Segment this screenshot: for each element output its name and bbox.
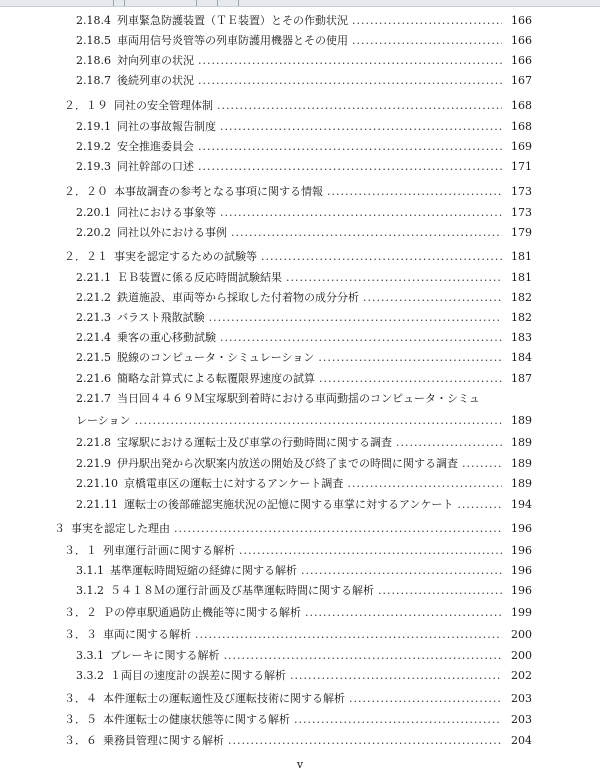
toc-entry[interactable]: [64, 600, 532, 620]
toc-entry-title: 事実を認定するための試験等: [114, 250, 257, 263]
toc-entry[interactable]: [76, 285, 532, 305]
toc-leader-dots: [301, 564, 502, 578]
toc-entry-number: ２．２０: [64, 185, 108, 198]
toc-entry[interactable]: [76, 134, 532, 154]
toc-entry-page: 168: [511, 99, 532, 112]
viewer-toolbar-strip: [0, 0, 600, 7]
toc-entry-number: 2.21.11: [76, 498, 118, 511]
toc-entry[interactable]: [76, 366, 532, 386]
toolbar-divider: [196, 0, 197, 6]
toc-entry-number: 2.21.2: [76, 291, 111, 304]
toc-entry-number: 2.20.1: [76, 206, 111, 219]
toc-entry-page: 167: [511, 74, 532, 87]
toc-entry-page: 194: [511, 498, 532, 511]
toc-entry[interactable]: [76, 114, 532, 134]
toc-entry-title: 基準運転時間短縮の経緯に関する解析: [110, 564, 297, 577]
toc-leader-dots: [220, 120, 502, 134]
toc-entry[interactable]: [54, 516, 532, 536]
toc-entry[interactable]: [76, 558, 532, 578]
toc-entry-number: 2.19.1: [76, 120, 111, 133]
toc-entry-number: 3.1.1: [76, 564, 104, 577]
toc-entry-title: ５４１８Ｍの運行計画及び基準運転時間に関する解析: [110, 584, 374, 597]
toc-entry-title: ＥＢ装置に係る反応時間試験結果: [117, 271, 282, 284]
toc-entry-title: 運転士の後部確認実施状況の記憶に関する車掌に対するアンケート: [124, 498, 454, 511]
toc-leader-dots: [239, 544, 502, 558]
toc-entry-title: ブレーキに関する解析: [110, 649, 220, 662]
toc-entry-page: 166: [511, 14, 532, 27]
toc-entry[interactable]: [64, 728, 532, 748]
toc-entry[interactable]: [64, 93, 532, 113]
toc-entry[interactable]: [76, 345, 532, 365]
toc-entry[interactable]: [76, 200, 532, 220]
toc-entry[interactable]: [76, 643, 532, 663]
toc-entry-number: 3.1.2: [76, 584, 104, 597]
toc-leader-dots: [286, 271, 502, 285]
toc-leader-dots: [457, 498, 502, 512]
toc-entry[interactable]: [76, 578, 532, 598]
toc-entry-page: 182: [511, 311, 532, 324]
toc-entry-number: 2.20.2: [76, 226, 111, 239]
toc-entry-title: 簡略な計算式による転覆限界速度の試算: [117, 372, 315, 385]
toc-entry-title: 本件運転士の健康状態等に関する解析: [103, 713, 290, 726]
toc-entry-title: 列車緊急防護装置（ＴＥ装置）とその作動状況: [117, 14, 348, 27]
toc-entry-page: 168: [511, 120, 532, 133]
toc-entry-page: 173: [511, 206, 532, 219]
toc-leader-dots: [363, 291, 502, 305]
toc-entry[interactable]: [76, 8, 532, 28]
toc-entry-title: バラスト飛散試験: [117, 311, 205, 324]
toc-entry-page: 179: [511, 226, 532, 239]
toc-entry-title: 当日回４４６９Ｍ宝塚駅到着時における車両動揺のコンピュータ・シミュ: [117, 392, 480, 405]
toc-entry-title: 本事故調査の参考となる事項に関する情報: [114, 185, 323, 198]
toc-leader-dots: [352, 14, 502, 28]
toc-entry-page: 189: [511, 477, 532, 490]
toc-entry[interactable]: [76, 28, 532, 48]
toc-entry-page: 203: [511, 713, 532, 726]
toc-leader-dots: [378, 584, 502, 598]
toc-entry-number: 2.21.3: [76, 311, 111, 324]
toc-entry-page: 181: [511, 250, 532, 263]
toc-entry-page: 182: [511, 291, 532, 304]
toc-entry-title: 車両用信号炎管等の列車防護用機器とその使用: [117, 34, 348, 47]
toc-entry[interactable]: [76, 451, 532, 471]
toc-entry[interactable]: [76, 220, 532, 240]
toc-entry-page: 196: [511, 584, 532, 597]
toc-leader-dots: [318, 351, 502, 365]
toolbar-divider: [238, 0, 239, 6]
toc-leader-dots: [198, 140, 502, 154]
toc-leader-dots: [327, 185, 502, 199]
toc-entry-page: 196: [511, 544, 532, 557]
toc-entry[interactable]: [76, 492, 532, 512]
toc-leader-dots: [220, 206, 502, 220]
toc-entry-title: 同社の事故報告制度: [117, 120, 216, 133]
toc-entry-title: 同社以外における事例: [117, 226, 227, 239]
toc-entry-page: 169: [511, 140, 532, 153]
toc-entry-number: 2.18.7: [76, 74, 111, 87]
toc-entry-number: 2.21.5: [76, 351, 111, 364]
toc-entry-title: 鉄道施設、車両等から採取した付着物の成分分析: [117, 291, 359, 304]
toc-entry-title: 事実を認定した理由: [71, 522, 170, 535]
toc-entry-page: 202: [511, 669, 532, 682]
toc-entry-number: 2.19.2: [76, 140, 111, 153]
toc-entry[interactable]: [76, 154, 532, 174]
toc-entry-title: 宝塚駅における運転士及び車掌の行動時間に関する調査: [117, 436, 392, 449]
toc-entry-number: ３．３: [64, 628, 97, 641]
toc-entry[interactable]: [64, 622, 532, 642]
toc-entry-number: ３．１: [64, 544, 97, 557]
toc-entry[interactable]: [64, 244, 532, 264]
toc-entry-page: 196: [511, 522, 532, 535]
toc-leader-dots: [349, 692, 502, 706]
toc-entry-title: 同社における事象等: [117, 206, 216, 219]
toc-entry-title: 対向列車の状況: [117, 54, 194, 67]
toc-entry[interactable]: [76, 471, 532, 491]
toc-leader-dots: [220, 331, 502, 345]
toc-leader-dots: [294, 713, 502, 727]
toc-entry-page: 166: [511, 54, 532, 67]
toc-entry[interactable]: [76, 325, 532, 345]
toc-entry-title: 同社幹部の口述: [117, 160, 194, 173]
toc-entry-number: ３．２: [64, 606, 97, 619]
toc-entry-number: 2.18.5: [76, 34, 111, 47]
toc-entry-number: ３．５: [64, 713, 97, 726]
toc-entry-page: 173: [511, 185, 532, 198]
toc-entry-number: 2.21.7: [76, 392, 111, 405]
toc-entry-number: 2.21.1: [76, 271, 111, 284]
toc-leader-dots: [319, 372, 502, 386]
toc-entry-number: 2.21.9: [76, 457, 111, 470]
toc-entry-title: レーション: [76, 414, 131, 427]
toc-entry-page: 171: [511, 160, 532, 173]
toc-entry-title: 伊丹駅出発から次駅案内放送の開始及び終了までの時間に関する調査: [117, 457, 458, 470]
toc-entry[interactable]: [76, 408, 532, 428]
toc-leader-dots: [198, 160, 502, 174]
toc-entry-number: 2.18.4: [76, 14, 111, 27]
toc-entry-page: 183: [511, 331, 532, 344]
toc-leader-dots: [396, 436, 502, 450]
toc-entry-page: 187: [511, 372, 532, 385]
toc-entry[interactable]: [76, 265, 532, 285]
toc-leader-dots: [347, 477, 502, 491]
toc-leader-dots: [198, 54, 502, 68]
toc-entry-page: 199: [511, 606, 532, 619]
toc-entry-number: 2.19.3: [76, 160, 111, 173]
toc-leader-dots: [198, 74, 502, 88]
toc-entry-number: 2.21.8: [76, 436, 111, 449]
toc-entry-title: 後続列車の状況: [117, 74, 194, 87]
toc-entry-title: 脱線のコンピュータ・シミュレーション: [117, 351, 315, 364]
toc-entry-page: 166: [511, 34, 532, 47]
toc-entry-page: 200: [511, 628, 532, 641]
toc-leader-dots: [224, 649, 502, 663]
toc-entry[interactable]: [76, 663, 532, 683]
toc-entry-title: 列車運行計画に関する解析: [103, 544, 235, 557]
toolbar-divider: [124, 0, 125, 6]
toolbar-divider: [217, 0, 218, 6]
toc-entry-page: 203: [511, 692, 532, 705]
toc-entry-page: 181: [511, 271, 532, 284]
toc-entry-number: 3.3.1: [76, 649, 104, 662]
toc-entry-number: 2.18.6: [76, 54, 111, 67]
toc-entry-title: 乗務員管理に関する解析: [103, 734, 224, 747]
toc-leader-dots: [217, 99, 502, 113]
toc-entry-title: １両目の速度計の誤差に関する解析: [110, 669, 286, 682]
toc-leader-dots: [174, 522, 502, 536]
toc-entry-page: 189: [511, 414, 532, 427]
toc-leader-dots: [135, 414, 502, 428]
toc-entry[interactable]: [76, 430, 532, 450]
page-number: v: [296, 758, 304, 771]
toc-entry-title: 本件運転士の運転適性及び運転技術に関する解析: [103, 692, 345, 705]
toc-entry-number: 2.21.6: [76, 372, 111, 385]
toc-entry-number: 2.21.4: [76, 331, 111, 344]
toc-entry-number: ２．１９: [64, 99, 108, 112]
toc-entry-title: 同社の安全管理体制: [114, 99, 213, 112]
toc-entry-title: 安全推進委員会: [117, 140, 194, 153]
toc-entry[interactable]: [64, 538, 532, 558]
toc-entry[interactable]: [76, 48, 532, 68]
toc-entry[interactable]: [64, 179, 532, 199]
toc-entry-number: ３．４: [64, 692, 97, 705]
toc-leader-dots: [261, 250, 502, 264]
toc-entry[interactable]: [76, 305, 532, 325]
toc-entry-page: 200: [511, 649, 532, 662]
toc-leader-dots: [290, 669, 502, 683]
toc-entry-page: 189: [511, 436, 532, 449]
toc-leader-dots: [305, 606, 502, 620]
toc-leader-dots: [195, 628, 502, 642]
toc-entry-title: 車両に関する解析: [103, 628, 191, 641]
toc-entry-title: 乗客の重心移動試験: [117, 331, 216, 344]
toc-entry-page: 204: [511, 734, 532, 747]
toc-entry-number: ３．６: [64, 734, 97, 747]
toc-leader-dots: [228, 734, 502, 748]
toc-entry[interactable]: [76, 68, 532, 88]
toc-entry[interactable]: [64, 707, 532, 727]
toc-entry-page: 184: [511, 351, 532, 364]
toc-entry-number: ２．２１: [64, 250, 108, 263]
toc-entry-title: Ｐの停車駅通過防止機能等に関する解析: [103, 606, 301, 619]
toc-entry-title: 京橋電車区の運転士に対するアンケート調査: [124, 477, 344, 490]
toc-leader-dots: [209, 311, 502, 325]
toolbar-divider: [113, 0, 114, 6]
toc-entry[interactable]: [76, 386, 480, 406]
toc-entry-number: 2.21.10: [76, 477, 118, 490]
toc-entry-page: 196: [511, 564, 532, 577]
toc-entry[interactable]: [64, 686, 532, 706]
toc-entry-page: 189: [511, 457, 532, 470]
toc-leader-dots: [352, 34, 502, 48]
toc-leader-dots: [462, 457, 502, 471]
toc-leader-dots: [231, 226, 502, 240]
toc-entry-number: 3.3.2: [76, 669, 104, 682]
toc-entry-number: ３: [54, 522, 65, 535]
